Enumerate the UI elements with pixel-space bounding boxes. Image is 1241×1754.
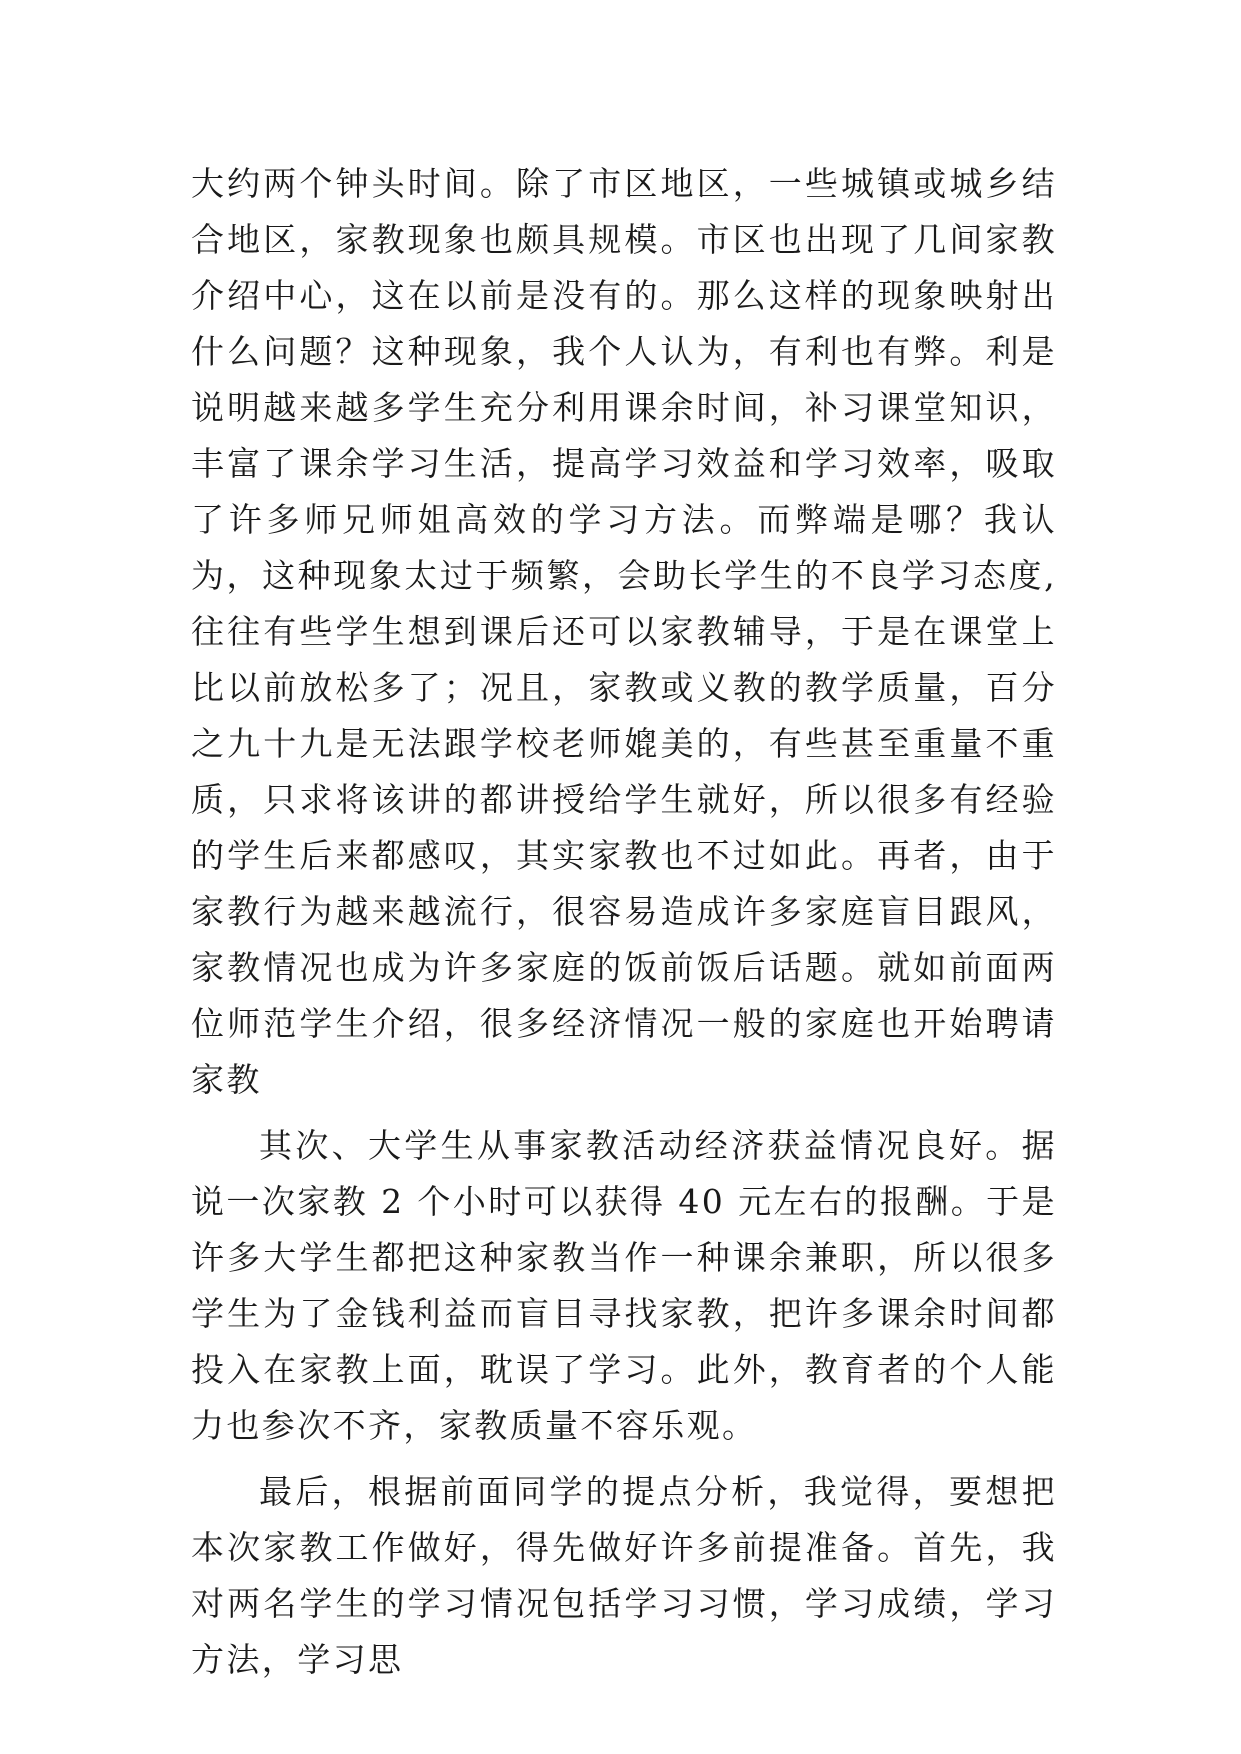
paragraph-3: 最后，根据前面同学的提点分析，我觉得，要想把本次家教工作做好，得先做好许多前提准备。首先，我对两名学生的学习情况包括学习习惯，学习成绩，学习方法，学习思	[191, 1472, 1057, 1679]
paragraph-1: 大约两个钟头时间。除了市区地区，一些城镇或城乡结合地区，家教现象也颇具规模。市区也出现了几间家教介绍中心，这在以前是没有的。那么这样的现象映射出什么问题？这种现象，我个人认为，有利也有弊。利是说明越来越多学生充分利用课余时间，补习课堂知识，丰富了课余学习生活，提高学习效益和学习效率，吸取了许多师兄师姐高效的学习方法。而弊端是哪？我认为，这种现象太过于频繁，会助长学生的不良学习态度,往往有些学生想到课后还可以家教辅导，于是在课堂上比以前放松多了；况且，家教或义教的教学质量，百分之九十九是无法跟学校老师媲美的，有些甚至重量不重质，只求将该讲的都讲授给学生就好，所以很多有经验的学生后来都感叹，其实家教也不过如此。再者，由于家教行为越来越流行，很容易造成许多家庭盲目跟风，家教情况也成为许多家庭的饭前饭后话题。就如前面两位师范学生介绍，很多经济情况一般的家庭也开始聘请家教	[191, 164, 1057, 1099]
paragraph-2: 其次、大学生从事家教活动经济获益情况良好。据说一次家教 2 个小时可以获得 40 元左右的报酬。于是许多大学生都把这种家教当作一种课余兼职，所以很多学生为了金钱利益而盲目寻找家教，把许多课余时间都投入在家教上面，耽误了学习。此外，教育者的个人能力也参次不齐，家教质量不容乐观。	[191, 1126, 1057, 1445]
body-text	[191, 156, 1057, 1688]
